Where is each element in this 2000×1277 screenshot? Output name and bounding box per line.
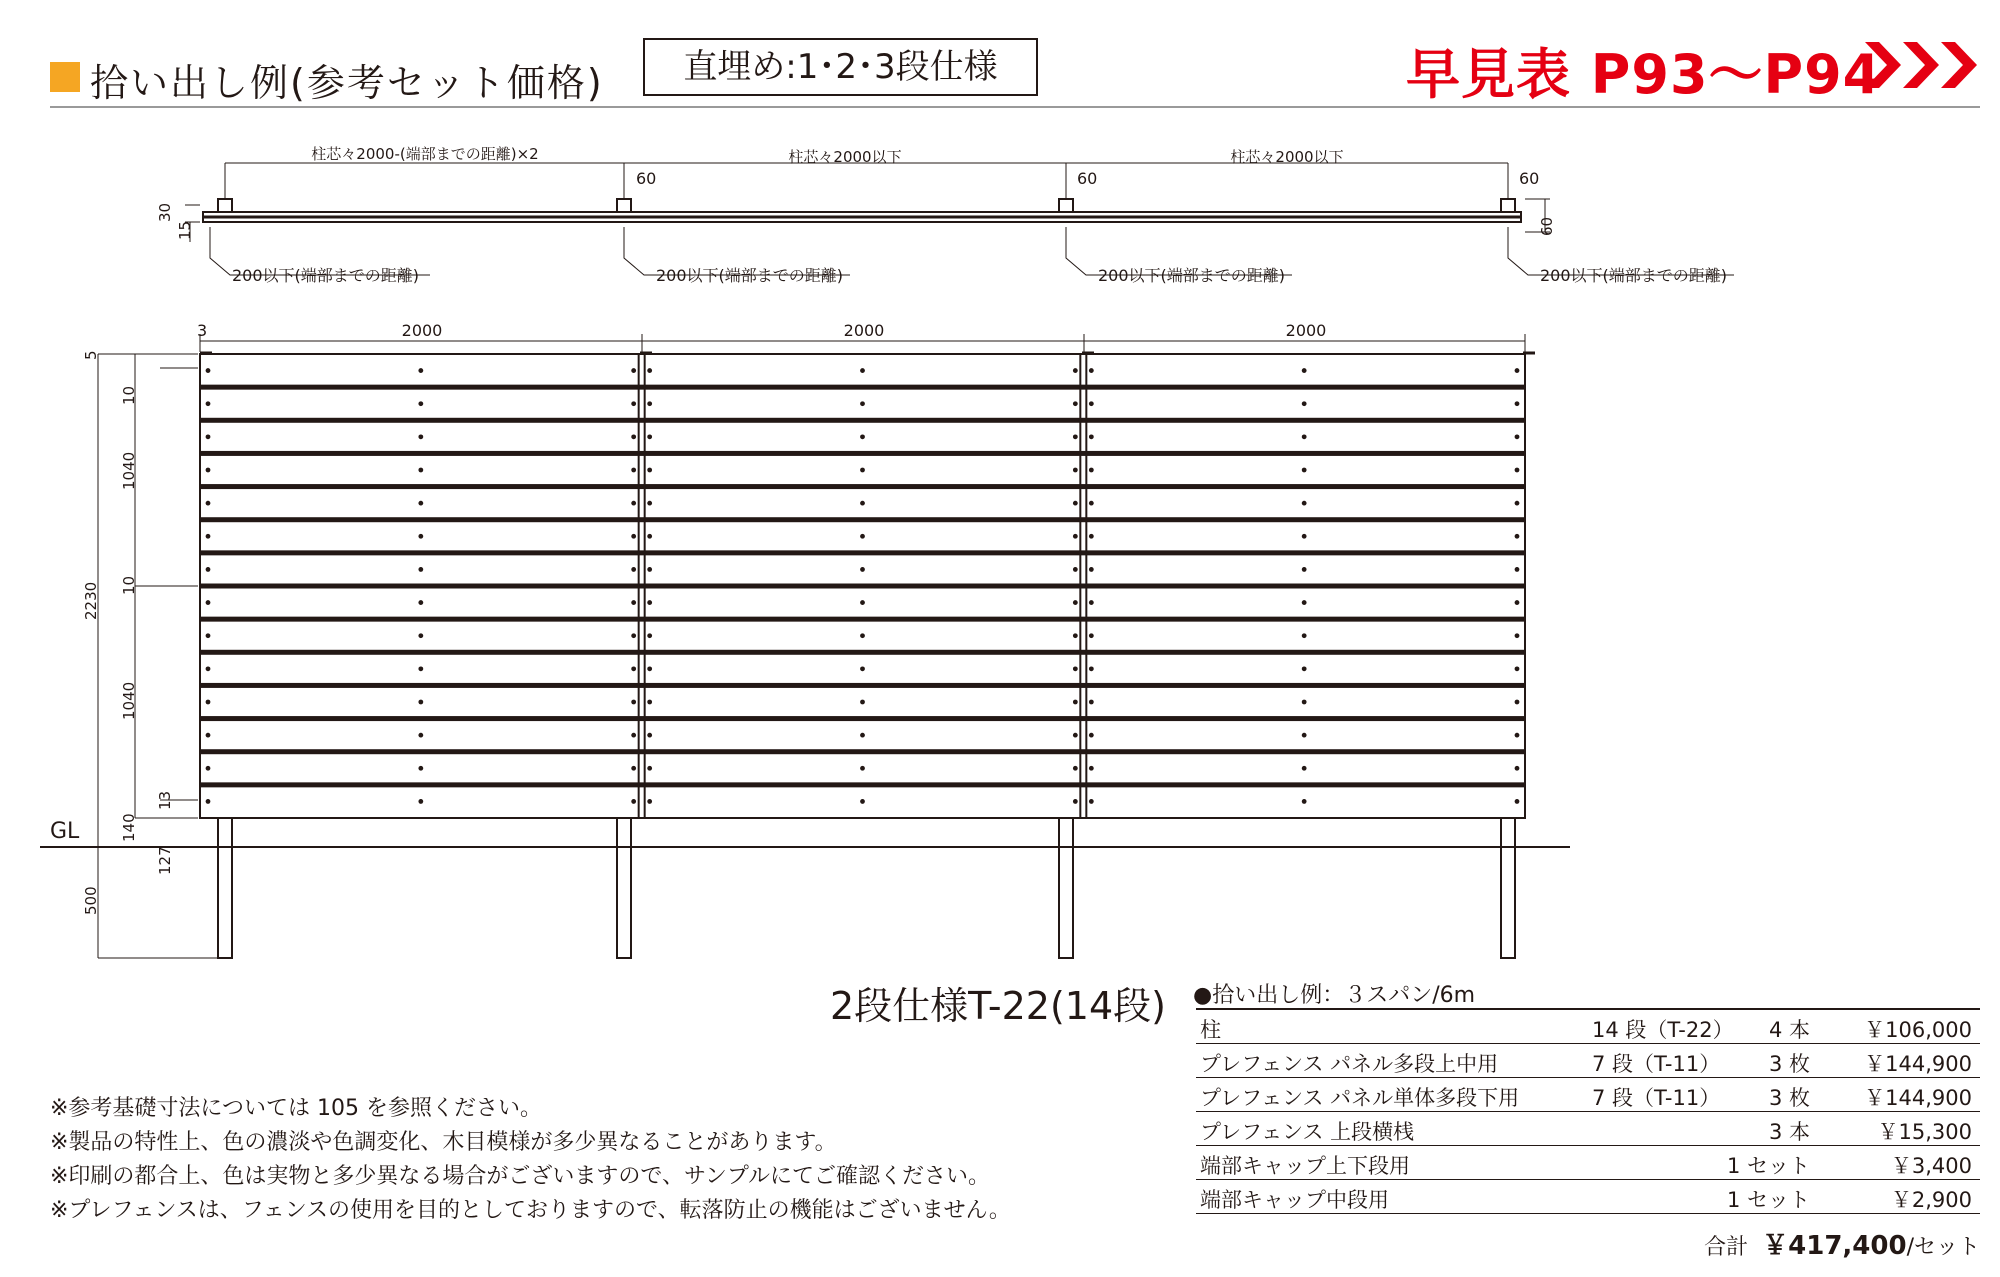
screw-dot: [860, 700, 865, 705]
screw-dot: [631, 567, 636, 572]
screw-dot: [1089, 799, 1094, 804]
screw-dot: [1515, 368, 1520, 373]
screw-dot: [647, 700, 652, 705]
screw-dot: [206, 534, 211, 539]
screw-dot: [1073, 401, 1078, 406]
price-item-qty: 3 枚: [1768, 1052, 1810, 1076]
screw-dot: [206, 501, 211, 506]
plan-post: [1059, 199, 1073, 212]
price-table-row: [1196, 1078, 1980, 1112]
screw-dot: [1073, 534, 1078, 539]
elev-dim-upper-panel: 1040: [120, 451, 138, 490]
screw-dot: [1302, 567, 1307, 572]
elev-top-dim-span-2: 2000: [843, 321, 885, 340]
screw-dot: [1302, 733, 1307, 738]
screw-dot: [206, 600, 211, 605]
screw-dot: [1515, 733, 1520, 738]
screw-dot: [647, 434, 652, 439]
price-item-name: プレフェンス パネル単体多段下用: [1200, 1086, 1520, 1110]
page-title: 拾い出し例(参考セット価格): [90, 61, 604, 105]
elev-post: [1501, 818, 1515, 958]
screw-dot: [206, 766, 211, 771]
screw-dot: [1073, 368, 1078, 373]
plan-end-distance-3: 200以下(端部までの距離): [1098, 266, 1286, 285]
plan-post: [1501, 199, 1515, 212]
screw-dot: [1073, 733, 1078, 738]
plan-post-width-1: 60: [636, 169, 657, 188]
plan-left-dim-15: 15: [176, 220, 194, 240]
screw-dot: [647, 501, 652, 506]
price-table-row: [1196, 1146, 1980, 1180]
plan-post: [218, 199, 232, 212]
quick-reference-link[interactable]: 早見表 P93〜P94: [1406, 43, 1882, 106]
plan-post-width-3: 60: [1519, 169, 1540, 188]
screw-dot: [418, 401, 423, 406]
screw-dot: [860, 534, 865, 539]
screw-dot: [647, 600, 652, 605]
screw-dot: [1073, 766, 1078, 771]
elevation-view: [40, 321, 1570, 958]
screw-dot: [631, 700, 636, 705]
total-unit: /セット: [1906, 1235, 1980, 1260]
price-table-row: [1196, 1112, 1980, 1146]
screw-dot: [1302, 401, 1307, 406]
screw-dot: [1302, 766, 1307, 771]
screw-dot: [860, 501, 865, 506]
screw-dot: [1089, 368, 1094, 373]
total-label: 合計: [1704, 1235, 1749, 1260]
screw-dot: [206, 434, 211, 439]
board-gap: [200, 517, 1525, 522]
elev-dim-board-gap-top: 10: [120, 385, 138, 405]
board-gap: [200, 484, 1525, 489]
elev-dim-top-gap: 5: [82, 350, 100, 360]
screw-dot: [631, 534, 636, 539]
total-value: ￥417,400: [1762, 1231, 1907, 1261]
screw-dot: [1089, 501, 1094, 506]
elev-dim-lower-panel: 1040: [120, 681, 138, 720]
screw-dot: [418, 434, 423, 439]
note-line: ※製品の特性上、色の濃淡や色調変化、木目模様が多少異なることがあります。: [50, 1130, 837, 1155]
plan-end-distance-4: 200以下(端部までの距離): [1540, 266, 1728, 285]
screw-dot: [418, 368, 423, 373]
price-item-name: プレフェンス パネル多段上中用: [1200, 1052, 1499, 1076]
screw-dot: [647, 799, 652, 804]
elev-top-dim-span-1: 2000: [401, 321, 443, 340]
screw-dot: [1089, 766, 1094, 771]
price-item-spec: 7 段（T-11）: [1592, 1052, 1721, 1076]
elev-dim-middle-gap: 10: [120, 575, 138, 595]
screw-dot: [1302, 700, 1307, 705]
screw-dot: [860, 733, 865, 738]
screw-dot: [418, 666, 423, 671]
screw-dot: [860, 600, 865, 605]
elev-dim-above-ground: 127: [156, 846, 174, 875]
screw-dot: [1515, 468, 1520, 473]
screw-dot: [1302, 633, 1307, 638]
plan-span-label-1: 柱芯々2000-(端部までの距離)×2: [311, 145, 539, 163]
screw-dot: [631, 666, 636, 671]
screw-dot: [631, 733, 636, 738]
fence-caption: 2段仕様T-22(14段): [830, 984, 1166, 1028]
screw-dot: [1515, 567, 1520, 572]
screw-dot: [206, 733, 211, 738]
screw-dot: [860, 368, 865, 373]
note-line: ※プレフェンスは、フェンスの使用を目的としておりますので、転落防止の機能はございません。: [50, 1198, 1011, 1223]
screw-dot: [631, 766, 636, 771]
screw-dot: [1073, 567, 1078, 572]
screw-dot: [1073, 434, 1078, 439]
screw-dot: [631, 434, 636, 439]
screw-dot: [860, 799, 865, 804]
screw-dot: [860, 766, 865, 771]
screw-dot: [631, 368, 636, 373]
price-item-qty: 3 本: [1768, 1120, 1810, 1144]
screw-dot: [206, 666, 211, 671]
price-item-qty: 3 枚: [1768, 1086, 1810, 1110]
plan-span-label-2: 柱芯々2000以下: [788, 148, 902, 166]
screw-dot: [1302, 799, 1307, 804]
screw-dot: [860, 633, 865, 638]
screw-dot: [206, 567, 211, 572]
elev-dim-bottom-clear: 140: [120, 813, 138, 842]
screw-dot: [647, 766, 652, 771]
screw-dot: [1089, 700, 1094, 705]
screw-dot: [418, 468, 423, 473]
screw-dot: [1515, 534, 1520, 539]
plan-post-width-2: 60: [1077, 169, 1098, 188]
screw-dot: [1302, 468, 1307, 473]
plan-end-distance-1: 200以下(端部までの距離): [232, 266, 420, 285]
screw-dot: [1089, 401, 1094, 406]
board-gap: [200, 650, 1525, 655]
plan-post: [617, 199, 631, 212]
price-item-name: 端部キャップ上下段用: [1200, 1154, 1410, 1178]
screw-dot: [1302, 368, 1307, 373]
board-gap: [200, 451, 1525, 456]
screw-dot: [206, 401, 211, 406]
screw-dot: [1089, 534, 1094, 539]
screw-dot: [1515, 434, 1520, 439]
price-item-price: ￥3,400: [1890, 1154, 1972, 1178]
screw-dot: [631, 799, 636, 804]
screw-dot: [647, 534, 652, 539]
screw-dot: [860, 666, 865, 671]
screw-dot: [1089, 468, 1094, 473]
note-line: ※参考基礎寸法については 105 を参照ください。: [50, 1096, 542, 1121]
screw-dot: [1089, 666, 1094, 671]
price-item-name: 端部キャップ中段用: [1200, 1188, 1389, 1212]
screw-dot: [418, 766, 423, 771]
board-gap: [200, 584, 1525, 589]
elev-dim-total-height: 2230: [82, 581, 100, 620]
screw-dot: [647, 633, 652, 638]
elev-top-dim-span-3: 2000: [1285, 321, 1327, 340]
price-item-qty: 4 本: [1768, 1018, 1810, 1042]
screw-dot: [1089, 600, 1094, 605]
screw-dot: [206, 700, 211, 705]
board-gap: [200, 683, 1525, 688]
board-gap: [200, 782, 1525, 787]
board-gap: [200, 550, 1525, 555]
elev-post: [1059, 818, 1073, 958]
screw-dot: [860, 401, 865, 406]
screw-dot: [1515, 766, 1520, 771]
price-item-qty: 1 セット: [1726, 1154, 1810, 1178]
screw-dot: [631, 600, 636, 605]
screw-dot: [1073, 799, 1078, 804]
price-item-qty: 1 セット: [1726, 1188, 1810, 1212]
screw-dot: [631, 401, 636, 406]
screw-dot: [206, 468, 211, 473]
screw-dot: [1302, 434, 1307, 439]
screw-dot: [1073, 468, 1078, 473]
screw-dot: [1073, 666, 1078, 671]
screw-dot: [1302, 501, 1307, 506]
price-item-name: 柱: [1200, 1018, 1221, 1042]
board-gap: [200, 749, 1525, 754]
elev-post: [617, 818, 631, 958]
screw-dot: [860, 468, 865, 473]
screw-dot: [418, 633, 423, 638]
screw-dot: [1515, 501, 1520, 506]
screw-dot: [206, 799, 211, 804]
board-gap: [200, 617, 1525, 622]
elev-dim-embed-depth: 500: [82, 886, 100, 915]
screw-dot: [631, 468, 636, 473]
screw-dot: [1515, 600, 1520, 605]
screw-dot: [206, 368, 211, 373]
screw-dot: [1089, 434, 1094, 439]
elev-dim-bottom-gap: 13: [156, 790, 174, 810]
screw-dot: [1302, 666, 1307, 671]
screw-dot: [1073, 633, 1078, 638]
ground-label: GL: [50, 819, 80, 844]
plan-right-dim-60: 60: [1538, 216, 1556, 236]
screw-dot: [418, 799, 423, 804]
price-table-row: [1196, 1180, 1980, 1214]
screw-dot: [418, 534, 423, 539]
screw-dot: [1089, 633, 1094, 638]
screw-dot: [206, 633, 211, 638]
plan-end-distance-2: 200以下(端部までの距離): [656, 266, 844, 285]
screw-dot: [418, 733, 423, 738]
screw-dot: [647, 401, 652, 406]
screw-dot: [647, 468, 652, 473]
price-item-price: ￥15,300: [1877, 1120, 1972, 1144]
screw-dot: [647, 666, 652, 671]
screw-dot: [860, 434, 865, 439]
screw-dot: [1515, 633, 1520, 638]
price-total: [1704, 1225, 1980, 1262]
screw-dot: [631, 633, 636, 638]
elev-post: [218, 818, 232, 958]
screw-dot: [647, 733, 652, 738]
price-item-name: プレフェンス 上段横桟: [1200, 1120, 1415, 1144]
screw-dot: [418, 700, 423, 705]
screw-dot: [647, 368, 652, 373]
price-item-price: ￥106,000: [1864, 1018, 1972, 1042]
screw-dot: [1073, 700, 1078, 705]
price-table-row: [1196, 1010, 1980, 1044]
board-gap: [200, 716, 1525, 721]
screw-dot: [1515, 666, 1520, 671]
board-gap: [200, 385, 1525, 390]
elev-top-dim-3: 3: [197, 321, 208, 340]
screw-dot: [1515, 799, 1520, 804]
price-item-spec: 14 段（T-22）: [1592, 1018, 1734, 1042]
screw-dot: [418, 501, 423, 506]
note-line: ※印刷の都合上、色は実物と多少異なる場合がございますので、サンプルにてご確認ください。: [50, 1164, 991, 1189]
fence-boards: [200, 353, 1535, 818]
screw-dot: [1073, 501, 1078, 506]
screw-dot: [418, 567, 423, 572]
screw-dot: [1302, 534, 1307, 539]
screw-dot: [631, 501, 636, 506]
price-item-spec: 7 段（T-11）: [1592, 1086, 1721, 1110]
board-gap: [200, 418, 1525, 423]
plan-view: [156, 145, 1734, 285]
plan-left-dim-30: 30: [156, 202, 174, 222]
screw-dot: [860, 567, 865, 572]
screw-dot: [1515, 401, 1520, 406]
screw-dot: [1089, 733, 1094, 738]
screw-dot: [1073, 600, 1078, 605]
spec-box: 直埋め:1･2･3段仕様: [643, 38, 1038, 96]
screw-dot: [418, 600, 423, 605]
screw-dot: [1089, 567, 1094, 572]
pickup-title: ●拾い出し例：３スパン/6m: [1193, 983, 1476, 1008]
screw-dot: [1302, 600, 1307, 605]
screw-dot: [647, 567, 652, 572]
price-item-price: ￥144,900: [1864, 1052, 1972, 1076]
price-item-price: ￥144,900: [1864, 1086, 1972, 1110]
price-item-price: ￥2,900: [1890, 1188, 1972, 1212]
screw-dot: [1515, 700, 1520, 705]
price-table-row: [1196, 1044, 1980, 1078]
plan-span-label-3: 柱芯々2000以下: [1230, 148, 1344, 166]
